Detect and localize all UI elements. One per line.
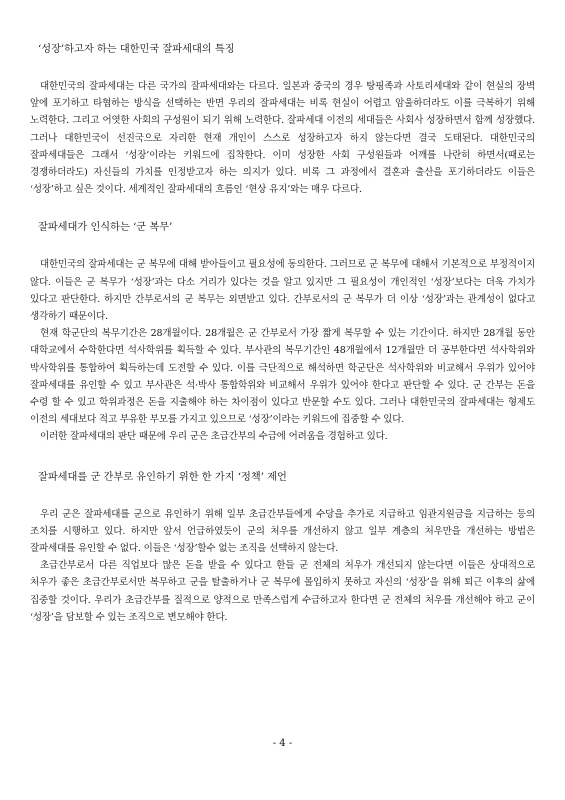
- paragraph: 대한민국의 잘파세대는 다른 국가의 잘파세대와는 다르다. 일본과 중국의 경우 탕핑족과 사토리세대와 같이 현실의 장벽 앞에 포기하고 타협하는 방식을 선택하는 반면 우리의 잘파세대는 비록 현실이 어렵고 암울하더라도 이를 극복하기 위해 노력한다. 그리고 어엿한 사회의 구성원이 되기 위해 노력한다. 잘파세대 이전의 세대들은 사회사 성장하면서 함께 성장했다. 그러나 대한민국이 선진국으로 자리한 현재 개인이 스스로 성장하고자 하지 않는다면 결국 도태된다. 대한민국의 잘파세대들은 그래서 ‘성장’이라는 키워드에 집착한다. 이미 성장한 사회 구성원들과 어깨를 나란히 하면서(때로는 경쟁하더라도) 자신들의 가치를 인정받고자 하는 의지가 있다. 비록 그 과정에서 결혼과 출산을 포기하더라도 이들은 ‘성장’하고 싶은 것이다. 세계적인 잘파세대의 흐름인 ‘현상 유지’와는 매우 다르다.: [30, 81, 535, 196]
- section-policy-proposal: [30, 470, 535, 626]
- page-number: - 4 -: [272, 738, 293, 749]
- section-heading: 잘파세대가 인식하는 ‘군 복무’: [38, 222, 173, 234]
- section-heading: 잘파세대를 군 간부로 유인하기 위한 한 가지 ‘정책’ 제언: [38, 471, 287, 483]
- document-page: [30, 42, 535, 644]
- paragraph: 초급간부로서 다른 직업보다 많은 돈을 받을 수 있다고 한들 군 전체의 처우가 개선되지 않는다면 이들은 상대적으로 처우가 좋은 초급간부로서만 복무하고 군을 탈출하거나 군 복무에 몰입하지 못하고 자신의 ‘성장’을 위해 퇴근 이후의 삶에 집중할 것이다. 우리가 초급간부를 질적으로 양적으로 만족스럽게 수급하고자 한다면 군 전체의 처우를 개선해야 하고 군이 ‘성장’을 담보할 수 있는 조직으로 변모해야 한다.: [30, 560, 535, 623]
- paragraph: 현재 학군단의 복무기간은 28개월이다. 28개월은 군 간부로서 가장 짧게 복무할 수 있는 기간이다. 하지만 28개월 동안 대학교에서 수학한다면 석사학위를 획득할 수 있다. 부사관의 복무기간인 48개월에서 12개월만 더 공부한다면 석사학위와 박사학위를 통합하여 획득하는데 도전할 수 있다. 이를 극단적으로 해석하면 학군단은 석사학위와 비교해서 우위가 있어야 잘파세대를 유인할 수 있고 부사관은 석·박사 통합학위와 비교해서 우위가 있어야 한다고 판단할 수 있다. 군 간부는 돈을 수령 할 수 있고 학위과정은 돈을 지출해야 하는 차이점이 있다고 반문할 수도 있다. 그러나 대한민국의 잘파세대는 형제도 이전의 세대보다 적고 부유한 부모를 가지고 있으므로 ‘성장’이라는 키워드에 집중할 수 있다.: [30, 328, 535, 426]
- paragraph: 우리 군은 잘파세대를 군으로 유인하기 위해 일부 초급간부들에게 수당을 추가로 지급하고 임관지원금을 지급하는 등의 조치를 시행하고 있다. 하지만 앞서 언급하였듯이 군의 처우를 개선하지 않고 일부 계층의 처우만을 개선하는 방법은 잘파세대를 유인할 수 없다. 이들은 ‘성장’할수 없는 조직을 선택하지 않는다.: [30, 508, 535, 555]
- paragraph: 이러한 잘파세대의 판단 때문에 우리 군은 초급간부의 수급에 어려움을 경험하고 있다.: [40, 431, 388, 443]
- section-military-service-perception: [30, 220, 535, 445]
- section-heading: ‘성장’하고자 하는 대한민국 잘파세대의 특징: [38, 44, 235, 55]
- section-growth-characteristics: [30, 42, 535, 198]
- paragraph: 대한민국의 잘파세대는 군 복무에 대해 받아들이고 필요성에 동의한다. 그러므로 군 복무에 대해서 기본적으로 부정적이지 않다. 이들은 군 복무가 ‘성장’과는 다소 거리가 있다는 것을 알고 있지만 그 필요성이 개인적인 ‘성장’보다는 더욱 가치가 있다고 판단한다. 하지만 간부로서의 군 복무는 외면받고 있다. 간부로서의 군 복무가 더 이상 ‘성장’과는 관계성이 없다고 생각하기 때문이다.: [30, 259, 535, 323]
